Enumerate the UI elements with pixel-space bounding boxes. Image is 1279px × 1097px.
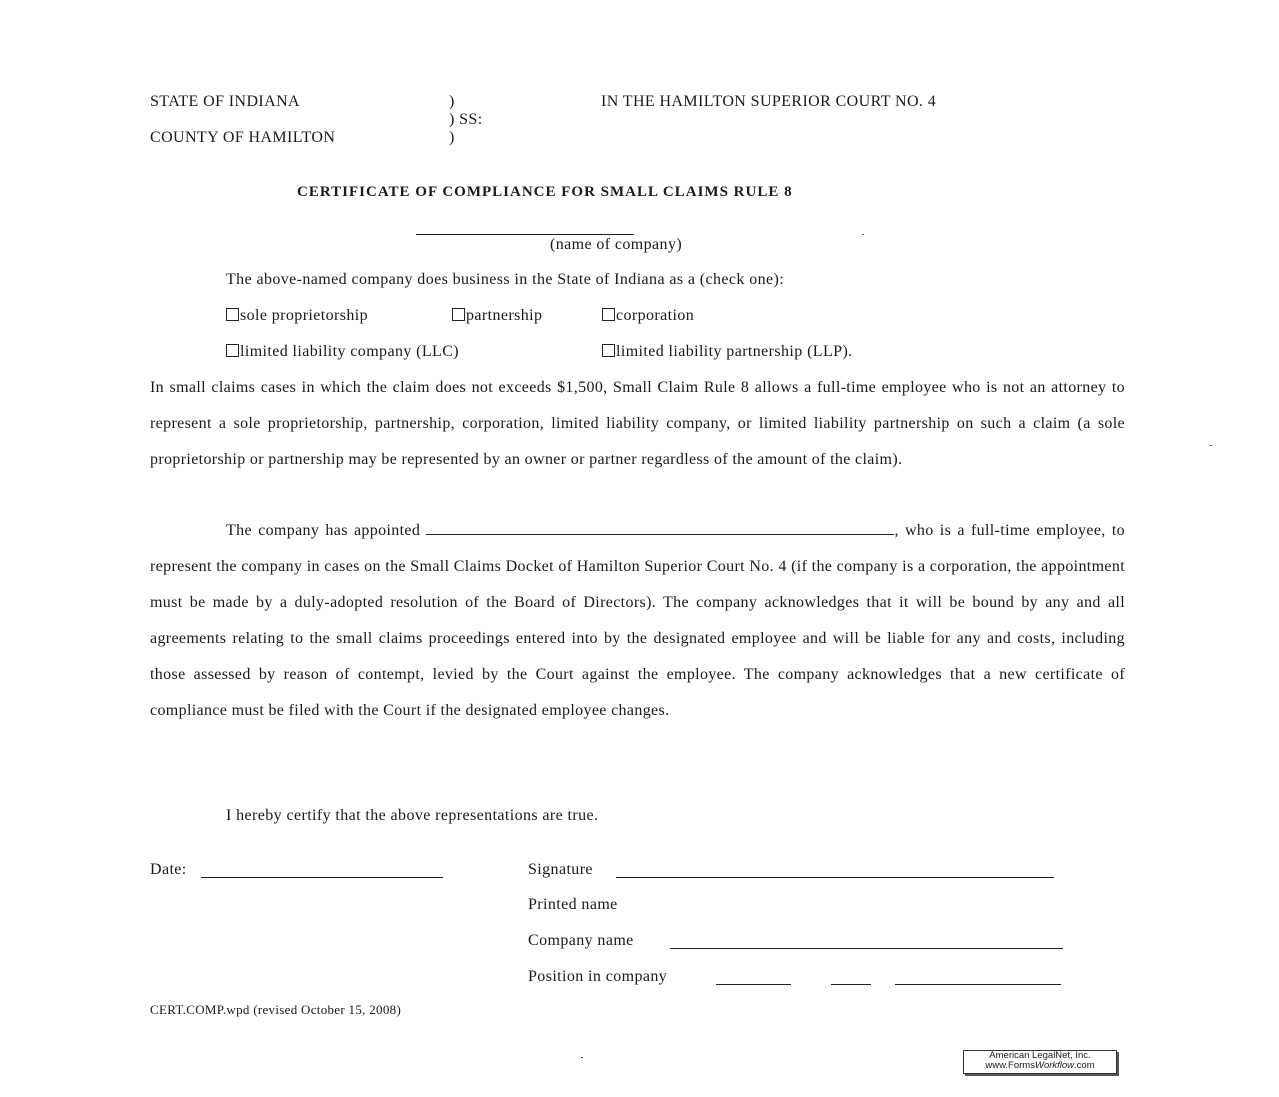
checkbox-icon[interactable]	[226, 308, 239, 321]
company-name-field-blank[interactable]	[670, 948, 1063, 949]
option-partnership[interactable]	[452, 306, 542, 326]
certification-statement: I hereby certify that the above representations are true.	[226, 807, 599, 824]
appointment-paragraph	[150, 513, 1125, 729]
signature-label: Signature	[528, 861, 593, 878]
option-sole-proprietorship[interactable]	[226, 306, 368, 326]
url-part-italic: Workflow	[1034, 1060, 1075, 1071]
appointee-blank[interactable]	[426, 520, 894, 535]
court-name: IN THE HAMILTON SUPERIOR COURT NO. 4	[601, 93, 937, 110]
publisher-name: American LegalNet, Inc.	[989, 1050, 1091, 1061]
date-blank[interactable]	[201, 877, 443, 878]
document-title: CERTIFICATE OF COMPLIANCE FOR SMALL CLAIMS RULE 8	[297, 184, 793, 200]
option-label: partnership	[466, 307, 543, 324]
option-llp[interactable]	[602, 342, 853, 362]
option-label: corporation	[616, 307, 695, 324]
company-name-caption: (name of company)	[550, 236, 683, 253]
signature-blank[interactable]	[616, 877, 1054, 878]
checkbox-icon[interactable]	[602, 344, 615, 357]
publisher-url	[964, 1061, 1116, 1071]
scan-speck	[862, 234, 864, 235]
checkbox-icon[interactable]	[602, 308, 615, 321]
printed-name-label: Printed name	[528, 896, 618, 913]
revision-note: CERT.COMP.wpd (revised October 15, 2008)	[150, 1002, 402, 1017]
option-llc[interactable]	[226, 342, 459, 362]
company-name-label: Company name	[528, 932, 634, 949]
url-part: .com	[1074, 1060, 1095, 1071]
option-label: limited liability partnership (LLP).	[616, 343, 853, 360]
position-label: Position in company	[528, 968, 668, 985]
option-label: limited liability company (LLC)	[240, 343, 460, 360]
county-label: COUNTY OF HAMILTON	[150, 129, 336, 146]
checkbox-icon[interactable]	[226, 344, 239, 357]
option-label: sole proprietorship	[240, 307, 369, 324]
scan-speck	[1210, 445, 1212, 446]
position-blank-part2[interactable]	[831, 984, 871, 985]
caption-paren-top: )	[449, 93, 455, 110]
position-blank-part3[interactable]	[895, 984, 1061, 985]
appointment-lead: The company has appointed	[226, 522, 421, 539]
checkbox-icon[interactable]	[452, 308, 465, 321]
url-part: www.Forms	[985, 1060, 1035, 1071]
state-label: STATE OF INDIANA	[150, 93, 301, 110]
ss-label: ) SS:	[449, 111, 483, 128]
position-blank-part1[interactable]	[716, 984, 791, 985]
option-corporation[interactable]	[602, 306, 694, 326]
date-label: Date:	[150, 861, 187, 878]
scan-speck	[581, 1057, 583, 1058]
caption-paren-bottom: )	[449, 129, 455, 146]
business-type-intro: The above-named company does business in the State of Indiana as a (check one):	[226, 271, 785, 288]
appointment-body: , who is a full-time employee, to represent the company in cases on the Small Claims Docket of Hamilton Superior Court No. 4 (if the company is a corporation, the appointment must be made by a duly-adopted resolution of the Board of Directors). The company acknowledges that it will be bound by any and all agreements relating to the small claims proceedings entered into by the designated employee and will be liable for any and costs, including those assessed by reason of contempt, levied by the Court against the employee. The company acknowledges that a new certificate of compliance must be filed with the Court if the designated employee changes.	[150, 522, 1125, 719]
publisher-badge	[963, 1050, 1117, 1074]
rule-paragraph: In small claims cases in which the claim does not exceeds $1,500, Small Claim Rule 8 allows a full-time employee who is not an attorney to represent a sole proprietorship, partnership, corporation, limited liability company, or limited liability partnership on such a claim (a sole proprietorship or partnership may be represented by an owner or partner regardless of the amount of the claim).	[150, 379, 1125, 468]
